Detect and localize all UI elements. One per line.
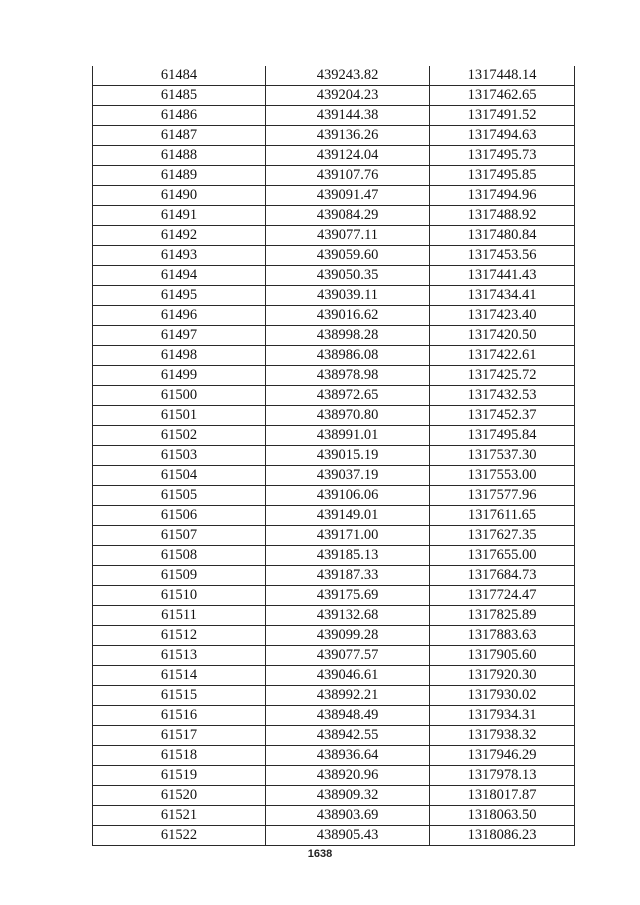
- table-row: [93, 106, 575, 126]
- x-coordinate-cell: 438909.32: [266, 786, 430, 806]
- point-id-cell: 61503: [93, 446, 266, 466]
- coordinates-table: [92, 66, 575, 846]
- x-coordinate-cell: 439059.60: [266, 246, 430, 266]
- x-coordinate-cell: 438920.96: [266, 766, 430, 786]
- x-coordinate-cell: 438936.64: [266, 746, 430, 766]
- y-coordinate-cell: 1317420.50: [430, 326, 575, 346]
- point-id-cell: 61499: [93, 366, 266, 386]
- table-row: [93, 786, 575, 806]
- x-coordinate-cell: 439136.26: [266, 126, 430, 146]
- point-id-cell: 61502: [93, 426, 266, 446]
- x-coordinate-cell: 439132.68: [266, 606, 430, 626]
- x-coordinate-cell: 439015.19: [266, 446, 430, 466]
- y-coordinate-cell: 1318017.87: [430, 786, 575, 806]
- y-coordinate-cell: 1317494.96: [430, 186, 575, 206]
- y-coordinate-cell: 1317448.14: [430, 66, 575, 86]
- x-coordinate-cell: 439091.47: [266, 186, 430, 206]
- table-row: [93, 326, 575, 346]
- x-coordinate-cell: 439185.13: [266, 546, 430, 566]
- x-coordinate-cell: 439077.57: [266, 646, 430, 666]
- x-coordinate-cell: 438986.08: [266, 346, 430, 366]
- y-coordinate-cell: 1318086.23: [430, 826, 575, 846]
- point-id-cell: 61492: [93, 226, 266, 246]
- point-id-cell: 61490: [93, 186, 266, 206]
- point-id-cell: 61486: [93, 106, 266, 126]
- x-coordinate-cell: 438991.01: [266, 426, 430, 446]
- point-id-cell: 61495: [93, 286, 266, 306]
- table-row: [93, 746, 575, 766]
- table-row: [93, 386, 575, 406]
- table-row: [93, 546, 575, 566]
- y-coordinate-cell: 1317488.92: [430, 206, 575, 226]
- y-coordinate-cell: 1317452.37: [430, 406, 575, 426]
- table-row: [93, 806, 575, 826]
- page-number: 1638: [307, 848, 333, 860]
- y-coordinate-cell: 1317434.41: [430, 286, 575, 306]
- x-coordinate-cell: 438992.21: [266, 686, 430, 706]
- y-coordinate-cell: 1317453.56: [430, 246, 575, 266]
- table-row: [93, 406, 575, 426]
- table-row: [93, 566, 575, 586]
- table-row: [93, 666, 575, 686]
- y-coordinate-cell: 1317883.63: [430, 626, 575, 646]
- y-coordinate-cell: 1317425.72: [430, 366, 575, 386]
- coordinates-table-body: [93, 66, 575, 846]
- x-coordinate-cell: 439077.11: [266, 226, 430, 246]
- table-row: [93, 586, 575, 606]
- point-id-cell: 61494: [93, 266, 266, 286]
- point-id-cell: 61487: [93, 126, 266, 146]
- table-row: [93, 726, 575, 746]
- y-coordinate-cell: 1317934.31: [430, 706, 575, 726]
- table-row: [93, 306, 575, 326]
- table-row: [93, 126, 575, 146]
- x-coordinate-cell: 439039.11: [266, 286, 430, 306]
- x-coordinate-cell: 439099.28: [266, 626, 430, 646]
- x-coordinate-cell: 439016.62: [266, 306, 430, 326]
- table-row: [93, 246, 575, 266]
- y-coordinate-cell: 1317495.84: [430, 426, 575, 446]
- y-coordinate-cell: 1317577.96: [430, 486, 575, 506]
- y-coordinate-cell: 1317627.35: [430, 526, 575, 546]
- x-coordinate-cell: 438905.43: [266, 826, 430, 846]
- table-row: [93, 86, 575, 106]
- table-row: [93, 426, 575, 446]
- x-coordinate-cell: 439144.38: [266, 106, 430, 126]
- table-row: [93, 446, 575, 466]
- x-coordinate-cell: 439187.33: [266, 566, 430, 586]
- table-row: [93, 526, 575, 546]
- point-id-cell: 61488: [93, 146, 266, 166]
- y-coordinate-cell: 1317724.47: [430, 586, 575, 606]
- x-coordinate-cell: 439124.04: [266, 146, 430, 166]
- x-coordinate-cell: 439243.82: [266, 66, 430, 86]
- point-id-cell: 61515: [93, 686, 266, 706]
- y-coordinate-cell: 1317978.13: [430, 766, 575, 786]
- point-id-cell: 61519: [93, 766, 266, 786]
- x-coordinate-cell: 439175.69: [266, 586, 430, 606]
- table-row: [93, 166, 575, 186]
- y-coordinate-cell: 1317938.32: [430, 726, 575, 746]
- x-coordinate-cell: 439106.06: [266, 486, 430, 506]
- table-row: [93, 286, 575, 306]
- table-row: [93, 646, 575, 666]
- x-coordinate-cell: 438978.98: [266, 366, 430, 386]
- point-id-cell: 61500: [93, 386, 266, 406]
- point-id-cell: 61496: [93, 306, 266, 326]
- x-coordinate-cell: 439149.01: [266, 506, 430, 526]
- y-coordinate-cell: 1317611.65: [430, 506, 575, 526]
- point-id-cell: 61506: [93, 506, 266, 526]
- table-row: [93, 366, 575, 386]
- point-id-cell: 61491: [93, 206, 266, 226]
- point-id-cell: 61489: [93, 166, 266, 186]
- point-id-cell: 61509: [93, 566, 266, 586]
- point-id-cell: 61484: [93, 66, 266, 86]
- x-coordinate-cell: 439171.00: [266, 526, 430, 546]
- point-id-cell: 61507: [93, 526, 266, 546]
- y-coordinate-cell: 1317432.53: [430, 386, 575, 406]
- y-coordinate-cell: 1317825.89: [430, 606, 575, 626]
- y-coordinate-cell: 1317930.02: [430, 686, 575, 706]
- point-id-cell: 61485: [93, 86, 266, 106]
- y-coordinate-cell: 1317423.40: [430, 306, 575, 326]
- y-coordinate-cell: 1317905.60: [430, 646, 575, 666]
- x-coordinate-cell: 438972.65: [266, 386, 430, 406]
- table-row: [93, 486, 575, 506]
- table-row: [93, 146, 575, 166]
- table-row: [93, 66, 575, 86]
- table-row: [93, 686, 575, 706]
- y-coordinate-cell: 1317494.63: [430, 126, 575, 146]
- table-row: [93, 206, 575, 226]
- y-coordinate-cell: 1317422.61: [430, 346, 575, 366]
- point-id-cell: 61514: [93, 666, 266, 686]
- point-id-cell: 61516: [93, 706, 266, 726]
- x-coordinate-cell: 439046.61: [266, 666, 430, 686]
- point-id-cell: 61504: [93, 466, 266, 486]
- point-id-cell: 61508: [93, 546, 266, 566]
- table-row: [93, 706, 575, 726]
- point-id-cell: 61493: [93, 246, 266, 266]
- point-id-cell: 61522: [93, 826, 266, 846]
- y-coordinate-cell: 1317920.30: [430, 666, 575, 686]
- y-coordinate-cell: 1317480.84: [430, 226, 575, 246]
- point-id-cell: 61517: [93, 726, 266, 746]
- x-coordinate-cell: 438903.69: [266, 806, 430, 826]
- y-coordinate-cell: 1317655.00: [430, 546, 575, 566]
- table-row: [93, 606, 575, 626]
- point-id-cell: 61512: [93, 626, 266, 646]
- point-id-cell: 61505: [93, 486, 266, 506]
- point-id-cell: 61520: [93, 786, 266, 806]
- y-coordinate-cell: 1317553.00: [430, 466, 575, 486]
- point-id-cell: 61511: [93, 606, 266, 626]
- point-id-cell: 61510: [93, 586, 266, 606]
- y-coordinate-cell: 1318063.50: [430, 806, 575, 826]
- point-id-cell: 61497: [93, 326, 266, 346]
- table-row: [93, 186, 575, 206]
- y-coordinate-cell: 1317441.43: [430, 266, 575, 286]
- table-row: [93, 766, 575, 786]
- y-coordinate-cell: 1317462.65: [430, 86, 575, 106]
- y-coordinate-cell: 1317495.73: [430, 146, 575, 166]
- x-coordinate-cell: 439084.29: [266, 206, 430, 226]
- x-coordinate-cell: 438948.49: [266, 706, 430, 726]
- point-id-cell: 61501: [93, 406, 266, 426]
- point-id-cell: 61518: [93, 746, 266, 766]
- x-coordinate-cell: 439037.19: [266, 466, 430, 486]
- point-id-cell: 61513: [93, 646, 266, 666]
- table-row: [93, 626, 575, 646]
- x-coordinate-cell: 438998.28: [266, 326, 430, 346]
- y-coordinate-cell: 1317946.29: [430, 746, 575, 766]
- point-id-cell: 61521: [93, 806, 266, 826]
- y-coordinate-cell: 1317684.73: [430, 566, 575, 586]
- y-coordinate-cell: 1317491.52: [430, 106, 575, 126]
- point-id-cell: 61498: [93, 346, 266, 366]
- table-row: [93, 506, 575, 526]
- x-coordinate-cell: 439204.23: [266, 86, 430, 106]
- table-row: [93, 266, 575, 286]
- x-coordinate-cell: 439050.35: [266, 266, 430, 286]
- table-row: [93, 826, 575, 846]
- x-coordinate-cell: 438942.55: [266, 726, 430, 746]
- table-row: [93, 466, 575, 486]
- y-coordinate-cell: 1317537.30: [430, 446, 575, 466]
- x-coordinate-cell: 439107.76: [266, 166, 430, 186]
- table-row: [93, 346, 575, 366]
- x-coordinate-cell: 438970.80: [266, 406, 430, 426]
- table-row: [93, 226, 575, 246]
- y-coordinate-cell: 1317495.85: [430, 166, 575, 186]
